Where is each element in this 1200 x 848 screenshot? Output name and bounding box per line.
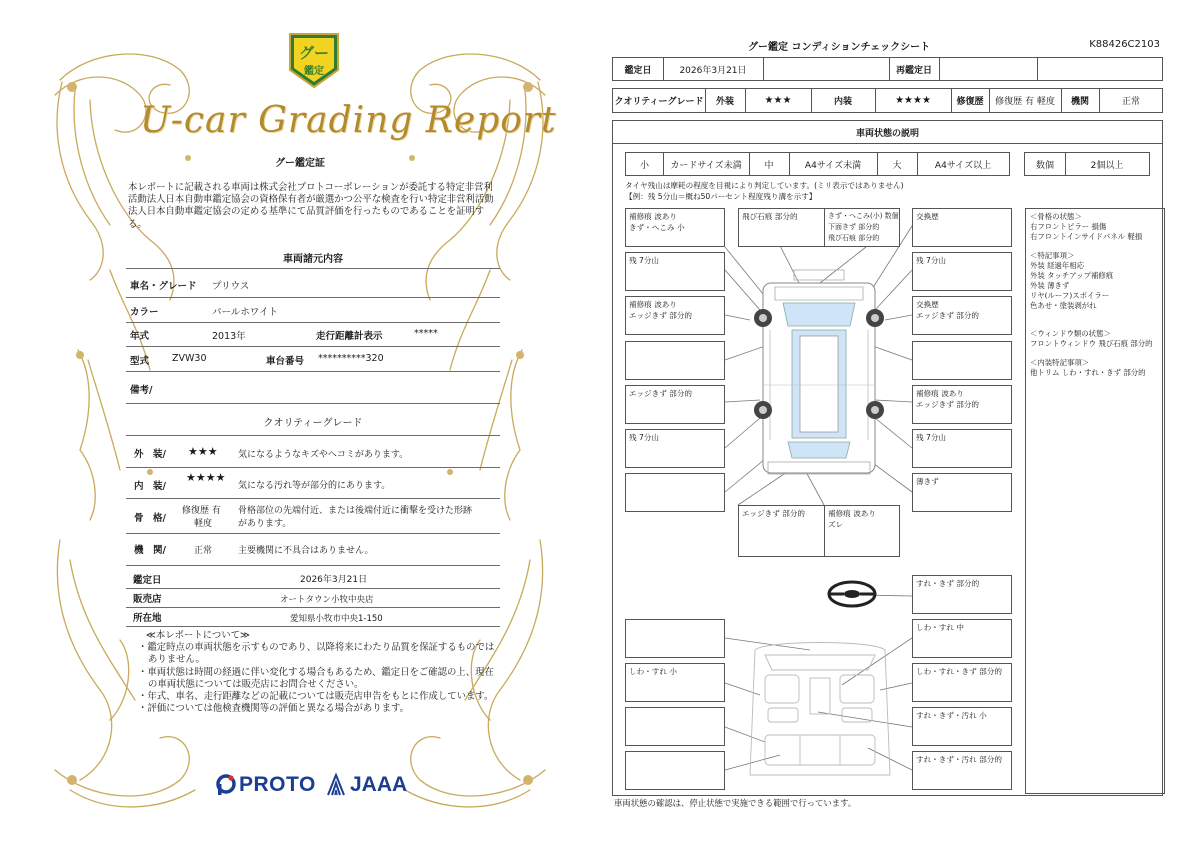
damage-text: 飛び石痕 部分的 xyxy=(828,234,880,242)
appraisal-date-label: 鑑定日 xyxy=(133,575,162,586)
special-note: 外装 経過年相応 xyxy=(1030,261,1085,270)
certificate-title: グー鑑定証 xyxy=(275,158,325,169)
legend-count: 数個 xyxy=(1035,160,1054,171)
frame-description: 骨格部位の先端付近、または後端付近に衝撃を受けた形跡 xyxy=(238,506,473,516)
damage-text: すれ・きず・汚れ 小 xyxy=(916,711,987,720)
interior-description: 気になる汚れ等が部分的にあります。 xyxy=(238,481,391,491)
damage-box-dashboard xyxy=(625,619,725,658)
dealer-value: オートタウン小牧中央店 xyxy=(280,595,374,605)
car-name-label: 車名・グレード xyxy=(130,281,197,292)
damage-box-left-door-trim xyxy=(625,707,725,746)
engine-label: 機 関/ xyxy=(134,545,166,556)
model-value: ZVW30 xyxy=(172,353,207,364)
damage-text: 交換歴 xyxy=(916,212,939,221)
damage-box-right-door-trim xyxy=(912,663,1012,702)
car-top-view xyxy=(754,270,884,474)
divider xyxy=(126,297,500,298)
damage-text: 補修痕 波あり xyxy=(828,509,876,518)
damage-box-left-front-seat xyxy=(625,663,725,702)
interior-label: 内装 xyxy=(833,97,852,107)
sheet-id: K88426C2103 xyxy=(1089,39,1160,50)
legend-medium-desc: A4サイズ未満 xyxy=(804,160,862,171)
divider xyxy=(126,607,500,608)
model-label: 型式 xyxy=(130,356,150,367)
window-notes-title: ＜ウィンドウ類の状態＞ xyxy=(1030,329,1111,338)
certificate-statement: 本レポートに記載される車両は株式会社プロトコーポレーションが委託する特定非営利活動法人日本自動車鑑定協会の資格保有者が厳選かつ公平な検査を行い特定非営利活動法人日本自動車鑑定協会の定める基準にて品質評価を行ったものであることを証明する。 xyxy=(128,182,494,230)
damage-text: きず・へこみ 小 xyxy=(629,223,685,232)
damage-text: 残 7分山 xyxy=(916,256,947,265)
damage-box-left-rear-door xyxy=(625,385,725,424)
interior-stars: ★★★★ xyxy=(186,471,226,484)
note-item: ・評価については他検査機関等の評価と異なる場合があります。 xyxy=(138,703,409,715)
exterior-label: 外 装/ xyxy=(134,449,166,460)
damage-text: エッジきず 部分的 xyxy=(629,311,693,320)
date-value: 2026年3月21日 xyxy=(679,65,747,76)
proto-logo-text: PROTO xyxy=(239,773,316,796)
damage-box-rear-bumper xyxy=(738,505,826,557)
appraisal-date-value: 2026年3月21日 xyxy=(300,575,368,585)
damage-box-left-front-door xyxy=(625,341,725,380)
damage-box-rear-right-tire xyxy=(912,429,1012,468)
year-label: 年式 xyxy=(130,331,150,342)
divider xyxy=(126,322,500,323)
jaaa-mark-icon xyxy=(326,773,346,797)
damage-text: 補修痕 波あり xyxy=(629,300,677,309)
tire-note: タイヤ残山は摩耗の程度を目視により判定しています。(ミリ表示ではありません) xyxy=(625,181,904,190)
damage-box-front-bumper xyxy=(824,208,900,247)
sheet-title: グー鑑定 コンディションチェックシート xyxy=(748,42,931,53)
damage-text: 飛び石痕 部分的 xyxy=(742,212,798,221)
damage-text: エッジきず 部分的 xyxy=(916,311,980,320)
damage-box-steering xyxy=(912,575,1012,614)
legend-small: 小 xyxy=(639,160,649,171)
divider xyxy=(126,435,500,436)
damage-text: エッジきず 部分的 xyxy=(629,389,693,398)
goo-kantei-logo-icon xyxy=(286,30,342,90)
condition-notes-panel xyxy=(1025,208,1165,794)
legend-count-desc: 2個以上 xyxy=(1090,160,1124,171)
damage-text: しわ・すれ 中 xyxy=(916,623,964,632)
damage-box-front-left-bumper xyxy=(625,208,725,247)
damage-text: すれ・きず・汚れ 部分的 xyxy=(916,755,1002,764)
dealer-label: 販売店 xyxy=(133,594,162,605)
window-note: フロントウィンドウ 飛び石痕 部分的 xyxy=(1030,339,1153,348)
condition-check-sheet xyxy=(600,0,1200,848)
special-note: リヤ(ルーフ)スポイラー xyxy=(1030,291,1110,300)
jaaa-logo-text: JAAA xyxy=(350,773,408,796)
divider xyxy=(126,626,500,627)
damage-box-right-front-seat xyxy=(912,619,1012,658)
damage-box-right-fender xyxy=(912,296,1012,335)
divider xyxy=(126,565,500,566)
damage-box-right-quarter xyxy=(912,473,1012,512)
interior-note: 他トリム しわ・すれ・きず 部分的 xyxy=(1030,368,1146,377)
damage-text: 残 7分山 xyxy=(916,433,947,442)
legend-large-desc: A4サイズ以上 xyxy=(934,160,992,171)
interior-stars: ★★★★ xyxy=(895,95,931,106)
quality-title: クオリティーグレード xyxy=(263,418,363,429)
damage-text: 薄きず xyxy=(916,477,939,486)
note-item: ・年式、車名、走行距離などの記載については販売店申告をもとに作成しています。 xyxy=(138,691,494,703)
damage-box-right-front-door xyxy=(912,341,1012,380)
engine-description: 主要機関に不具合はありません。 xyxy=(238,546,374,556)
sheet-footer-note: 車両状態の確認は、停止状態で実施できる範囲で行っています。 xyxy=(614,798,857,808)
divider xyxy=(126,467,500,468)
special-notes-title: ＜特記事項＞ xyxy=(1030,251,1075,260)
divider xyxy=(126,588,500,589)
mileage-label: 走行距離計表示 xyxy=(316,331,383,342)
special-note: 色あせ・塗装剥がれ xyxy=(1030,301,1097,310)
report-notes xyxy=(138,630,498,715)
frame-value: 修復歴 有 xyxy=(182,506,221,516)
legend-large: 大 xyxy=(892,160,902,171)
repair-label: 修復歴 xyxy=(956,97,984,107)
color-value: パールホワイト xyxy=(212,307,279,318)
engine-label: 機関 xyxy=(1070,97,1089,107)
divider xyxy=(126,371,500,372)
report-title: U-car Grading Report xyxy=(140,100,557,141)
proto-mark-icon xyxy=(216,774,236,796)
damage-box-front-left-tire xyxy=(625,252,725,291)
year-value: 2013年 xyxy=(212,331,246,342)
chassis-value: **********320 xyxy=(318,353,384,364)
damage-box-rear-seat xyxy=(912,751,1012,790)
legend-medium: 中 xyxy=(764,160,774,171)
frame-value-severity: 軽度 xyxy=(194,519,213,529)
divider xyxy=(126,268,500,269)
damage-text: すれ・きず 部分的 xyxy=(916,579,980,588)
exterior-label: 外装 xyxy=(715,97,734,107)
damage-text: しわ・すれ・きず 部分的 xyxy=(916,667,1002,676)
damage-box-hood xyxy=(912,208,1012,247)
damage-box-trunk xyxy=(824,505,900,557)
exterior-stars: ★★★ xyxy=(764,95,792,106)
frame-note: 右フロントピラー 損傷 xyxy=(1030,222,1107,231)
date-label: 鑑定日 xyxy=(624,65,652,76)
frame-description-cont: があります。 xyxy=(238,519,292,529)
divider xyxy=(126,498,500,499)
damage-text: きず・へこみ(小) 数個 xyxy=(828,212,899,220)
address-value: 愛知県小牧市中央1-150 xyxy=(290,614,383,624)
damage-text: 補修痕 波あり xyxy=(916,389,964,398)
proto-logo xyxy=(216,772,316,798)
exterior-stars: ★★★ xyxy=(188,445,218,458)
damage-text: 下面きず 部分的 xyxy=(828,223,880,231)
damage-text: しわ・すれ 小 xyxy=(629,667,677,676)
note-item: ・車両状態は時間の経過に伴い変化する場合もあるため、鑑定日をご確認の上、現在の車両状態については販売店にお問合せください。 xyxy=(138,666,494,690)
damage-box-front-windshield xyxy=(738,208,826,247)
special-note: 外装 タッチアップ補修痕 xyxy=(1030,271,1114,280)
divider xyxy=(126,533,500,534)
car-name-value: プリウス xyxy=(212,281,250,292)
legend-small-desc: カードサイズ未満 xyxy=(670,160,742,171)
damage-text: 補修痕 波あり xyxy=(629,212,677,221)
frame-notes-title: ＜骨格の状態＞ xyxy=(1030,212,1082,221)
damage-box-center-console xyxy=(912,707,1012,746)
damage-text: エッジきず 部分的 xyxy=(916,400,980,409)
note-item: ・鑑定時点の車両状態を示すものであり、以降将来にわたり品質を保証するものではありません。 xyxy=(138,642,495,666)
damage-box-rear-left-seat xyxy=(625,751,725,790)
color-label: カラー xyxy=(130,307,159,318)
frame-note: 右フロントインサイドパネル 軽損 xyxy=(1030,232,1143,241)
divider xyxy=(126,403,500,404)
chassis-label: 車台番号 xyxy=(266,356,305,367)
interior-label: 内 装/ xyxy=(134,481,166,492)
damage-box-left-quarter xyxy=(625,473,725,512)
damage-text: エッジきず 部分的 xyxy=(742,509,806,518)
engine-value: 正常 xyxy=(194,546,213,556)
damage-text: ズレ xyxy=(828,520,844,529)
damage-text: 残 7分山 xyxy=(629,256,660,265)
tire-note-example: 【例：残 5分山＝概ね50パーセント程度残り溝を示す】 xyxy=(625,192,817,201)
redate-label: 再鑑定日 xyxy=(895,65,932,76)
condition-title: 車両状態の説明 xyxy=(855,128,919,139)
address-label: 所在地 xyxy=(133,613,162,624)
engine-value: 正常 xyxy=(1121,97,1140,107)
mileage-value: ***** xyxy=(414,328,438,339)
frame-label: 骨 格/ xyxy=(134,513,166,524)
damage-text: 交換歴 xyxy=(916,300,939,309)
interior-notes-title: ＜内装特記事項＞ xyxy=(1030,358,1090,367)
repair-value: 修復歴 有 軽度 xyxy=(995,97,1055,107)
remarks-label: 備考/ xyxy=(130,385,153,396)
svg-text:グー: グー xyxy=(298,44,330,62)
svg-text:鑑定: 鑑定 xyxy=(304,66,324,77)
damage-box-left-fender xyxy=(625,296,725,335)
notes-title: ≪本レポートについて≫ xyxy=(146,630,250,641)
grade-label: クオリティーグレード xyxy=(614,97,704,107)
specs-title: 車両諸元内容 xyxy=(283,254,343,265)
divider xyxy=(126,346,500,347)
damage-box-right-rear-door xyxy=(912,385,1012,424)
damage-text: 残 7分山 xyxy=(629,433,660,442)
steering-wheel-icon xyxy=(829,582,875,606)
car-interior-view xyxy=(750,643,890,776)
special-note: 外装 薄きず xyxy=(1030,281,1070,290)
jaaa-logo xyxy=(326,772,407,798)
damage-box-front-right-tire xyxy=(912,252,1012,291)
exterior-description: 気になるようなキズやヘコミがあります。 xyxy=(238,450,409,460)
damage-box-rear-left-tire xyxy=(625,429,725,468)
